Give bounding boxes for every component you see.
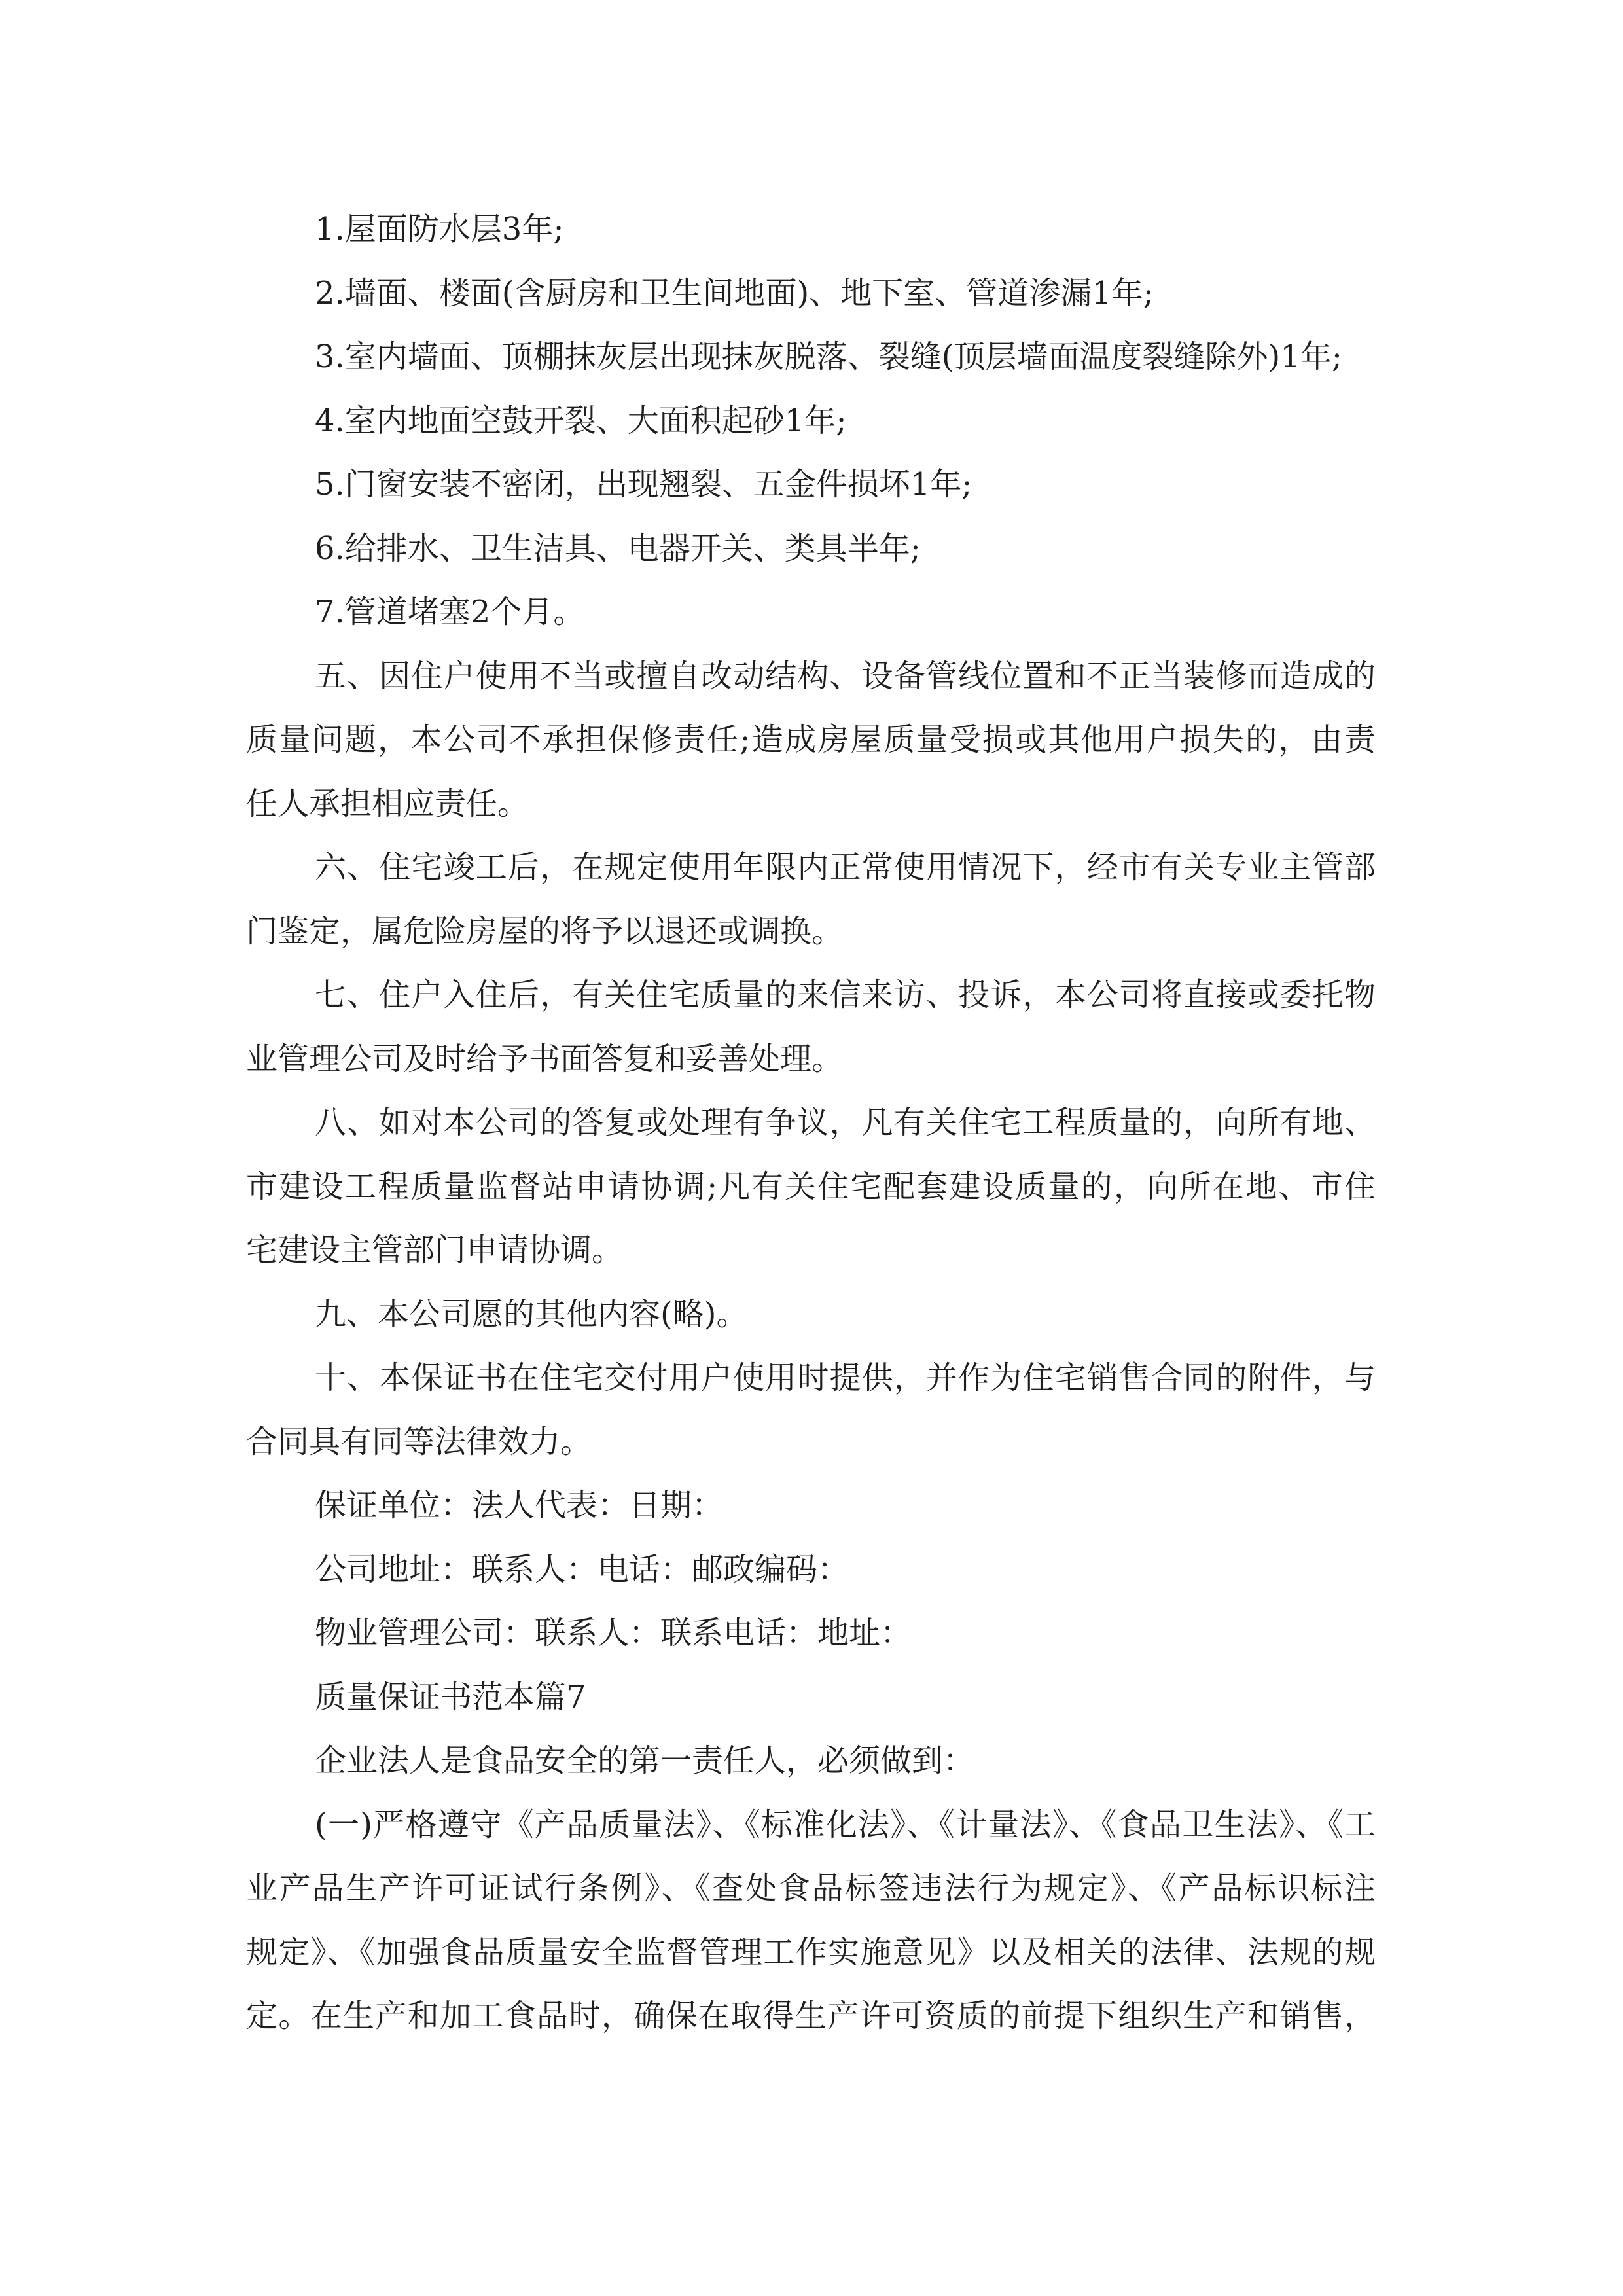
text-line: 业产品生产许可证试行条例》、《查处食品标签违法行为规定》、《产品标识标注 (246, 1870, 1376, 1907)
signature-guarantor-line (246, 1474, 1376, 1538)
clause-ten (246, 1346, 1376, 1474)
clause-item-one (246, 1793, 1376, 2049)
text-line: 5.门窗安装不密闭，出现翘裂、五金件损坏1年; (315, 466, 972, 503)
list-item-doors-windows (246, 453, 1376, 517)
clause-six (246, 836, 1376, 963)
text-line: 规定》、《加强食品质量安全监督管理工作实施意见》以及相关的法律、法规的规 (246, 1933, 1376, 1971)
text-line: 业管理公司及时给予书面答复和妥善处理。 (246, 1040, 844, 1077)
document-body (246, 198, 1376, 2049)
text-line: 五、因住户使用不当或擅自改动结构、设备管线位置和不正当装修而造成的 (315, 657, 1376, 694)
text-line: (一)严格遵守《产品质量法》、《标准化法》、《计量法》、《食品卫生法》、《工 (315, 1806, 1376, 1843)
text-line: 7.管道堵塞2个月。 (315, 594, 585, 630)
text-line: 2.墙面、楼面(含厨房和卫生间地面)、地下室、管道渗漏1年; (315, 274, 1154, 312)
clause-eight (246, 1091, 1376, 1283)
text-line: 六、住宅竣工后，在规定使用年限内正常使用情况下，经市有关专业主管部 (315, 849, 1376, 886)
clause-nine (246, 1283, 1376, 1347)
text-line: 十、本保证书在住宅交付用户使用时提供，并作为住宅销售合同的附件，与 (315, 1359, 1376, 1396)
section-heading (246, 1666, 1376, 1730)
text-line: 合同具有同等法律效力。 (246, 1423, 592, 1460)
list-item-roof-waterproofing (246, 198, 1376, 262)
text-line: 任人承担相应责任。 (246, 785, 529, 822)
text-line: 公司地址：联系人：电话：邮政编码： (315, 1551, 849, 1588)
list-item-floor-hollowing (246, 389, 1376, 454)
list-item-plaster-cracks (246, 325, 1376, 389)
text-line: 九、本公司愿的其他内容(略)。 (315, 1295, 748, 1333)
list-item-plumbing-electrical (246, 517, 1376, 581)
text-line: 4.室内地面空鼓开裂、大面积起砂1年; (315, 402, 847, 439)
clause-five (246, 645, 1376, 836)
text-line: 质量保证书范本篇7 (315, 1678, 586, 1715)
list-item-pipe-blockage (246, 581, 1376, 645)
list-item-wall-floor-leakage (246, 262, 1376, 326)
text-line: 七、住户入住后，有关住宅质量的来信来访、投诉，本公司将直接或委托物 (315, 977, 1376, 1013)
text-line: 市建设工程质量监督站申请协调;凡有关住宅配套建设质量的，向所在地、市住 (246, 1168, 1376, 1205)
text-line: 质量问题，本公司不承担保修责任;造成房屋质量受损或其他用户损失的，由责 (246, 721, 1376, 758)
text-line: 物业管理公司：联系人：联系电话：地址： (315, 1615, 912, 1651)
text-line: 1.屋面防水层3年; (315, 211, 564, 247)
text-line: 3.室内墙面、顶棚抹灰层出现抹灰脱落、裂缝(顶层墙面温度裂缝除外)1年; (315, 338, 1342, 375)
text-line: 门鉴定，属危险房屋的将予以退还或调换。 (246, 912, 844, 950)
text-line: 宅建设主管部门申请协调。 (246, 1232, 624, 1268)
clause-seven (246, 963, 1376, 1091)
text-line: 八、如对本公司的答复或处理有争议，凡有关住宅工程质量的，向所有地、 (315, 1104, 1376, 1141)
text-line: 保证单位：法人代表：日期： (315, 1487, 724, 1524)
signature-property-management-line (246, 1602, 1376, 1666)
section-intro (246, 1729, 1376, 1793)
text-line: 定。在生产和加工食品时，确保在取得生产许可资质的前提下组织生产和销售， (246, 1998, 1376, 2034)
text-line: 6.给排水、卫生洁具、电器开关、类具半年; (315, 529, 921, 567)
signature-company-address-line (246, 1538, 1376, 1602)
text-line: 企业法人是食品安全的第一责任人，必须做到： (315, 1742, 975, 1779)
